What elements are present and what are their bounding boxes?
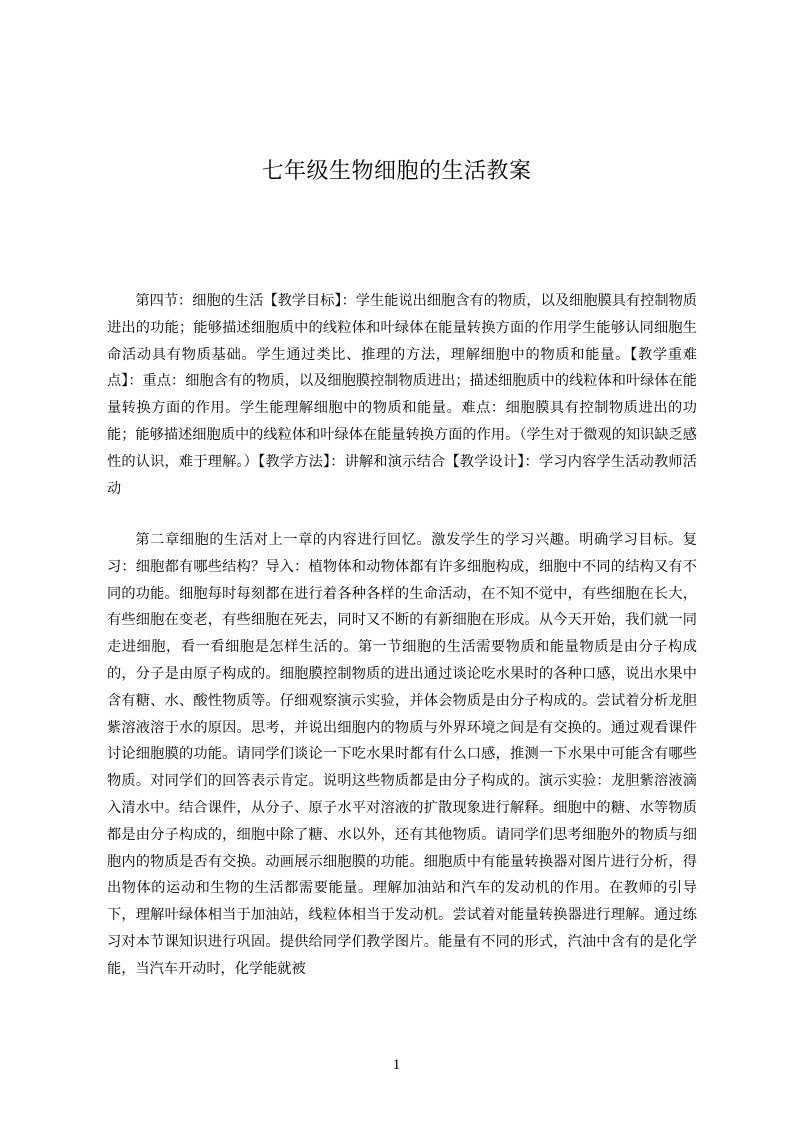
page-number: 1 [392,1057,401,1073]
paragraph-teaching-content: 第二章细胞的生活对上一章的内容进行回忆。激发学生的学习兴趣。明确学习目标。复习：细胞都有哪些结构？导入：植物体和动物体都有许多细胞构成，细胞中不同的结构又有不同的功能。细胞每时每刻都在进行着各种各样的生命活动，在不知不觉中，有些细胞在长大，有些细胞在变老，有些细胞在死去，同时又不断的有新细胞在形成。从今天开始，我们就一同走进细胞，看一看细胞是怎样生活的。第一节细胞的生活需要物质和能量物质是由分子构成的，分子是由原子构成的。细胞膜控制物质的进出通过谈论吃水果时的各种口感，说出水果中含有糖、水、酸性物质等。仔细观察演示实验，并体会物质是由分子构成的。尝试着分析龙胆紫溶液溶于水的原因。思考，并说出细胞内的物质与外界环境之间是有交换的。通过观看课件讨论细胞膜的功能。请同学们谈论一下吃水果时都有什么口感，推测一下水果中可能含有哪些物质。对同学们的回答表示肯定。说明这些物质都是由分子构成的。演示实验：龙胆紫溶液滴入清水中。结合课件，从分子、原子水平对溶液的扩散现象进行解释。细胞中的糖、水等物质都是由分子构成的，细胞中除了糖、水以外，还有其他物质。请同学们思考细胞外的物质与细胞内的物质是否有交换。动画展示细胞膜的功能。细胞质中有能量转换器对图片进行分析，得出物体的运动和生物的生活都需要能量。理解加油站和汽车的发动机的作用。在教师的引导下，理解叶绿体相当于加油站，线粒体相当于发动机。尝试着对能量转换器进行理解。通过练习对本节课知识进行巩固。提供给同学们教学图片。能量有不同的形式，汽油中含有的是化学能，当汽车开动时，化学能就被 [107,532,697,977]
paragraph-teaching-goals: 第四节：细胞的生活【教学目标】：学生能说出细胞含有的物质，以及细胞膜具有控制物质进出的功能；能够描述细胞质中的线粒体和叶绿体在能量转换方面的作用学生能够认同细胞生命活动具有物质基础。学生通过类比、推理的方法，理解细胞中的物质和能量。【教学重难点】：重点：细胞含有的物质，以及细胞膜控制物质进出；描述细胞质中的线粒体和叶绿体在能量转换方面的作用。学生能理解细胞中的物质和能量。难点：细胞膜具有控制物质进出的功能；能够描述细胞质中的线粒体和叶绿体在能量转换方面的作用。（学生对于微观的知识缺乏感性的认识，难于理解。）【教学方法】：讲解和演示结合【教学设计】：学习内容学生活动教师活动 [107,293,697,497]
document-title: 七年级生物细胞的生活教案 [261,158,532,184]
